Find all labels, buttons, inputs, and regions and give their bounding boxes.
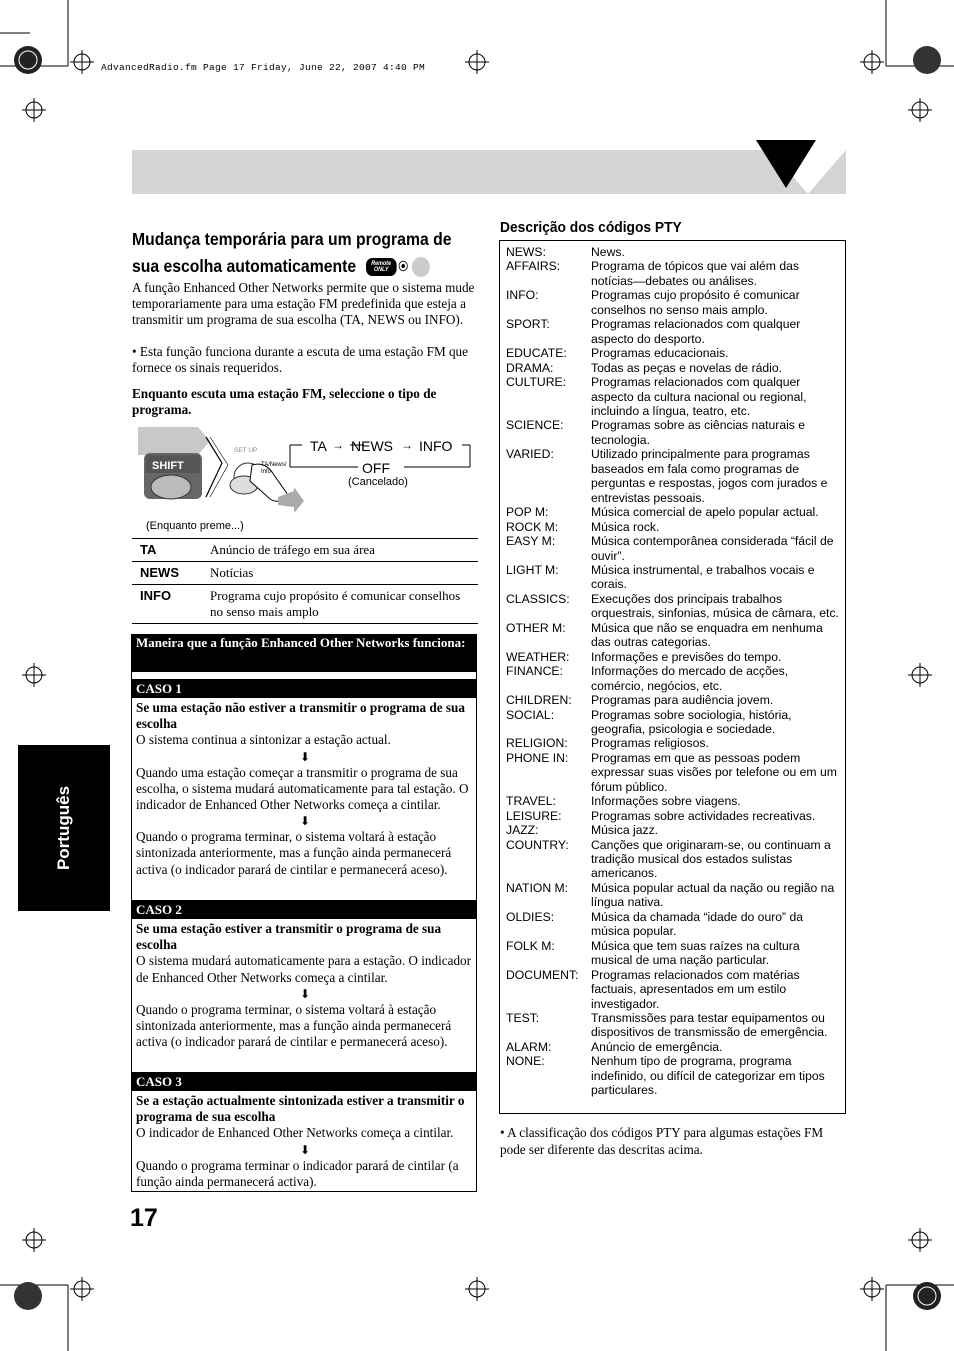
def-text: Notícias xyxy=(202,562,478,585)
table-row xyxy=(132,585,478,624)
def-text: Programa cujo propósito é comunicar conselhos no senso mais amplo xyxy=(202,585,478,624)
list-item: ALARM: Anúncio de emergência. xyxy=(506,1039,723,1054)
def-text: Anúncio de tráfego em sua área xyxy=(202,539,478,562)
intro-paragraph: A função Enhanced Other Networks permite que o sistema mude temporariamente para uma estação FM predefinida que esteja a transmitir um programa de sua escolha (TA, NEWS ou INFO). xyxy=(132,280,475,328)
def-key: NEWS xyxy=(132,562,202,585)
case3-label: CASO 3 xyxy=(131,1072,477,1091)
table-row xyxy=(132,539,478,562)
file-header: AdvancedRadio.fm Page 17 Friday, June 22, 2007 4:40 PM xyxy=(101,62,426,73)
def-key: TA xyxy=(132,539,202,562)
section-title xyxy=(132,226,479,281)
case1-step2: Quando uma estação começar a transmitir o programa de sua escolha, o sistema mudará automaticamente para tal estação. O indicador de Enhanced Other Networks começa a cintilar. xyxy=(136,764,469,813)
list-item: PHONE IN: Programas em que as pessoas podem expressar suas visões por telefone ou em um fórum público. xyxy=(506,750,837,794)
pty-title: Descrição dos códigos PTY xyxy=(500,219,682,236)
list-item: COUNTRY: Canções que originaram-se, ou continuam a tradição musical dos estados sulistas americanos. xyxy=(506,837,831,881)
list-item: POP M: Música comercial de apelo popular actual. xyxy=(506,505,819,520)
gray-dot-icon xyxy=(412,257,430,277)
remote-diagram xyxy=(132,425,478,537)
down-arrow-icon: ⬇ xyxy=(299,1142,311,1157)
list-item: DRAMA: Todas as peças e novelas de rádio. xyxy=(506,360,783,375)
list-item: NEWS: News. xyxy=(506,245,625,259)
remote-only-badge: Remote ONLY xyxy=(366,258,397,276)
list-item: DOCUMENT: Programas relacionados com matérias factuais, apresentados em um estilo investigador. xyxy=(506,967,800,1011)
list-item: FOLK M: Música que tem suas raízes na cultura musical de uma nação particular. xyxy=(506,938,800,968)
case2-body xyxy=(136,921,474,1050)
down-arrow-icon: ⬇ xyxy=(299,749,311,764)
list-item: RELIGION: Programas religiosos. xyxy=(506,736,709,751)
program-type-table xyxy=(132,538,478,624)
remote-signal-icon: ⦿ xyxy=(398,260,409,273)
def-key: INFO xyxy=(132,585,202,624)
list-item: SCIENCE: Programas sobre as ciências naturais e tecnologia. xyxy=(506,418,806,447)
list-item: CULTURE: Programas relacionados com qualquer aspecto da cultura nacional ou regional, incluindo a língua, teatro, etc. xyxy=(506,375,807,418)
band-triangle-icon xyxy=(756,140,816,188)
list-item: TRAVEL: Informações sobre viagens. xyxy=(506,794,741,809)
section-title-line2: sua escolha automaticamente xyxy=(132,256,357,276)
down-arrow-icon: ⬇ xyxy=(299,814,311,829)
setup-label: SET UP xyxy=(234,447,258,454)
list-item: OLDIES: Música da chamada “idade do ouro” da música popular. xyxy=(506,909,804,939)
pty-note: • A classificação dos códigos PTY para algumas estações FM pode ser diferente das descritas acima. xyxy=(500,1125,824,1157)
list-item: JAZZ: Música jazz. xyxy=(506,823,659,838)
case1-step1: O sistema continua a sintonizar a estação actual. xyxy=(136,732,391,748)
down-arrow-icon: ⬇ xyxy=(299,986,311,1001)
seq-arrow-2: → xyxy=(401,438,413,452)
seq-ta: TA xyxy=(310,438,327,454)
list-item: TEST: Transmissões para testar equipamentos ou dispositivos de transmissão de emergência. xyxy=(506,1011,828,1040)
case1-label: CASO 1 xyxy=(131,679,477,698)
list-item: ROCK M: Música rock. xyxy=(506,519,660,534)
list-item: NATION M: Música popular actual da nação ou região na língua nativa. xyxy=(506,880,835,910)
case2-label: CASO 2 xyxy=(131,900,477,919)
list-item: SPORT: Programas relacionados com qualquer aspecto do desporto. xyxy=(506,317,801,346)
seq-news: NEWS xyxy=(351,438,393,454)
list-item: LIGHT M: Música instrumental, e trabalhos vocais e corais. xyxy=(506,562,815,592)
list-item: NONE: Nenhum tipo de programa, programa indefinido, ou difícil de categorizar em tipos particulares. xyxy=(506,1054,825,1098)
case1-body xyxy=(136,700,474,878)
ta-news-info-button-label: TA/News/ Info xyxy=(261,462,287,475)
list-item: CHILDREN: Programas para audiência jovem. xyxy=(506,693,774,708)
seq-info: INFO xyxy=(419,438,453,454)
case1-step3: Quando o programa terminar, o sistema voltará à estação sintonizada anteriormente, mas a função ainda permanecerá activa (o indicador parará de cintilar e permanecerá aceso). xyxy=(136,829,452,877)
case2-step2: Quando o programa terminar, o sistema voltará à estação sintonizada anteriormente, mas a função ainda permanecerá activa (o indicador parará de cintilar e permanecerá aceso). xyxy=(136,1001,452,1050)
case1-heading: Se uma estação não estiver a transmitir o programa de sua escolha xyxy=(136,700,465,732)
language-tab-label: Português xyxy=(54,785,73,871)
list-item: LEISURE: Programas sobre actividades recreativas. xyxy=(506,808,816,823)
list-item: EDUCATE: Programas educacionais. xyxy=(506,346,729,361)
case2-heading: Se uma estação estiver a transmitir o programa de sua escolha xyxy=(136,921,442,953)
top-band xyxy=(132,150,846,194)
list-item: OTHER M: Música que não se enquadra em nenhuma das outras categorias. xyxy=(506,620,823,650)
hold-label: (Enquanto preme...) xyxy=(146,520,244,532)
page-number: 17 xyxy=(130,1204,158,1232)
table-row xyxy=(132,562,478,585)
seq-off: OFF xyxy=(362,460,390,476)
section-title-line1: Mudança temporária para um programa de xyxy=(132,229,452,249)
pty-code-list xyxy=(506,245,844,1098)
shift-label: SHIFT xyxy=(152,460,184,472)
list-item: AFFAIRS: Programa de tópicos que vai além das notícias—debates ou análises. xyxy=(506,259,799,288)
cancel-label: (Cancelado) xyxy=(348,476,408,488)
case2-step1: O sistema mudará automaticamente para a estação. O indicador de Enhanced Other Networks começa a cintilar. xyxy=(136,953,472,985)
list-item: EASY M: Música contemporânea considerada “fácil de ouvir”. xyxy=(506,534,834,563)
case3-body xyxy=(136,1093,474,1190)
list-item: CLASSICS: Execuções dos principais trabalhos orquestrais, sinfonias, música de câmara, etc. xyxy=(506,591,839,621)
intro-bullet: • Esta função funciona durante a escuta de uma estação FM que fornece os sinais requeridos. xyxy=(132,344,469,376)
case3-step2: Quando o programa terminar o indicador parará de cintilar (a função ainda permanecerá activa). xyxy=(136,1157,459,1189)
seq-arrow-1: → xyxy=(332,438,344,452)
list-item: VARIED: Utilizado principalmente para programas baseados em fala como programas de perguntas e respostas, jogos com jurados e entrevistas pessoais. xyxy=(506,447,828,505)
list-item: SOCIAL: Programas sobre sociologia, história, geografia, psicologia e sociedade. xyxy=(506,707,792,736)
how-it-works-title: Maneira que a função Enhanced Other Networks funciona: xyxy=(131,634,477,672)
list-item: FINANCE: Informações do mercado de acções, comércio, negócios, etc. xyxy=(506,664,789,693)
case3-step1: O indicador de Enhanced Other Networks começa a cintilar. xyxy=(136,1125,454,1141)
instruction: Enquanto escuta uma estação FM, seleccione o tipo de programa. xyxy=(132,386,437,418)
list-item: INFO: Programas cujo propósito é comunicar conselhos no senso mais amplo. xyxy=(506,288,800,317)
case3-heading: Se a estação actualmente sintonizada estiver a transmitir o programa de sua escolha xyxy=(136,1093,465,1125)
list-item: WEATHER: Informações e previsões do tempo. xyxy=(506,649,782,664)
